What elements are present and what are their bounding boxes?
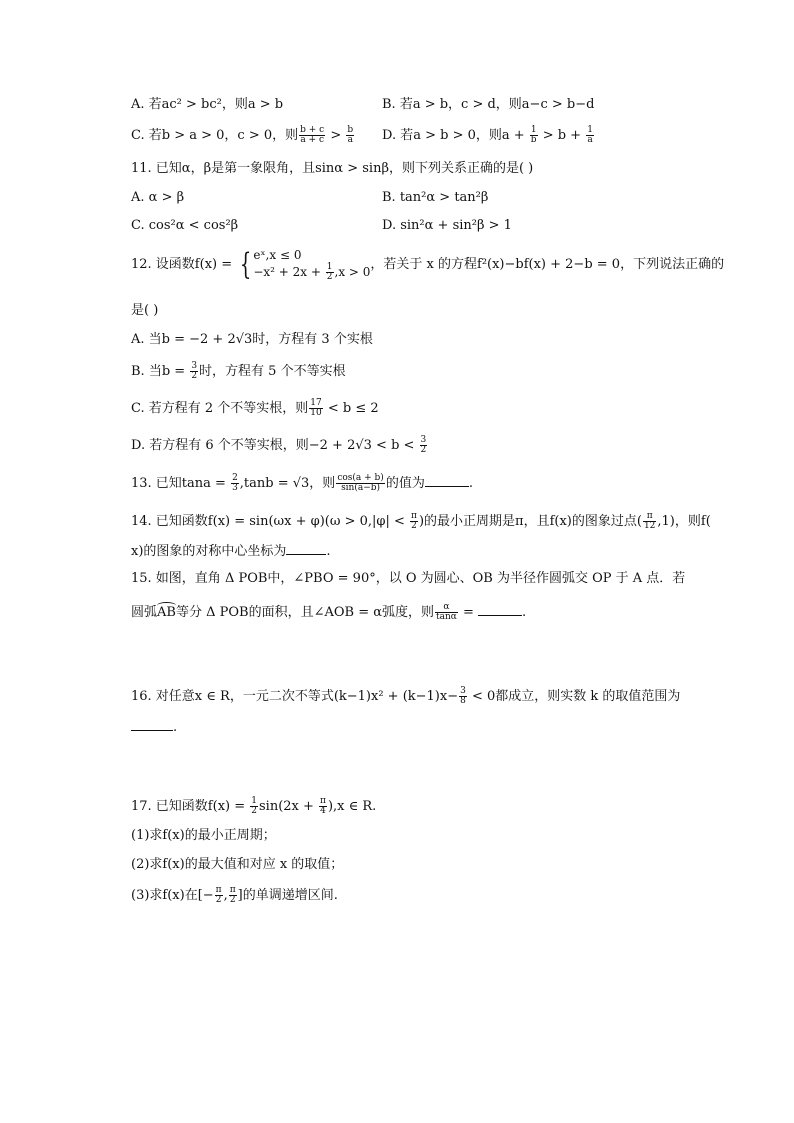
- q12-option-a: A. 当b = −2 + 2√3时，方程有 3 个实根: [131, 332, 373, 347]
- q11-stem: 11. 已知α，β是第一象限角，且sinα > sinβ，则下列关系正确的是( ): [131, 161, 534, 176]
- q17-part2: (2)求f(x)的最大值和对应 x 的取值；: [131, 857, 344, 872]
- fraction: $\frac{3}{2}$: [191, 361, 198, 381]
- q12-stem-cont: 是( ): [131, 303, 159, 318]
- fraction: $\frac{\alpha}{\tan\alpha}$: [436, 602, 457, 622]
- fraction: $\frac{1}{b}$: [530, 125, 537, 145]
- fraction: $\frac{\pi}{12}$: [643, 511, 656, 531]
- fraction: $\frac{3}{8}$: [460, 686, 466, 706]
- answer-blank: [286, 553, 326, 555]
- fraction: $\frac{17}{10}$: [310, 398, 322, 418]
- fraction: $\frac{\pi}{4}$: [320, 796, 326, 816]
- q15-stem: 15. 如图，直角 Δ POB中，∠PBO = 90°，以 O 为圆心、OB 为半径作圆弧交 OP 于 A 点．若: [131, 571, 686, 586]
- q10-option-b: B. 若a > b，c > d，则a−c > b−d: [382, 97, 595, 112]
- fraction: $\frac{1}{2}$: [251, 796, 257, 816]
- q13-stem: 13. 已知tana = $\frac{2}{3}$ ,tanb = √3，则 $\frac{\cos(a + b)}{\sin(a-b)}$ 的值为 .: [131, 473, 473, 493]
- fraction: $\frac{1}{2}$: [326, 261, 333, 282]
- fraction: $\frac{\pi}{2}$: [411, 511, 417, 531]
- fraction: $\frac{b + c}{a + c}$: [300, 125, 325, 145]
- q14-stem-cont: x)的图象的对称中心坐标为 .: [131, 544, 331, 559]
- q17-part3: (3)求f(x)在[− $\frac{\pi}{2}$ , $\frac{\pi}{2}$ ]的单调递增区间.: [131, 885, 338, 905]
- fraction: $\frac{2}{3}$: [232, 473, 238, 493]
- fraction: $\frac{3}{2}$: [420, 435, 427, 455]
- fraction: $\frac{b}{a}$: [347, 125, 354, 145]
- q15-stem-cont: 圆弧AB等分 Δ POB的面积，且∠AOB = α弧度，则 $\frac{\alpha}{\tan\alpha}$ = .: [131, 602, 527, 622]
- q17-stem: 17. 已知函数f(x) = $\frac{1}{2}$ sin(2x + $\frac{\pi}{4}$ ),x ∈ R.: [131, 796, 377, 816]
- q12-option-c: C. 若方程有 2 个不等实根，则 $\frac{17}{10}$ < b ≤ 2: [131, 398, 379, 418]
- q11-option-a: A. α > β: [131, 190, 185, 205]
- fraction: $\frac{\pi}{2}$: [215, 885, 222, 905]
- fraction: $\frac{\cos(a + b)}{\sin(a-b)}$: [337, 473, 384, 493]
- q12-stem: 12. 设函数f(x) = { eˣ,x ≤ 0 −x² + 2x + $\frac{1}{2}$ ,x > 0 ，若关于 x 的方程f²(x)−bf(x) + 2−b = 0，下列说法正确的: [131, 246, 725, 282]
- q11-option-b: B. tan²α > tan²β: [382, 190, 489, 205]
- q11-option-c: C. cos²α < cos²β: [131, 218, 239, 233]
- q11-option-d: D. sin²α + sin²β > 1: [382, 218, 512, 233]
- q12-option-b: B. 当b = $\frac{3}{2}$ 时，方程有 5 个不等实根: [131, 361, 346, 381]
- q16-stem: 16. 对任意x ∈ R，一元二次不等式(k−1)x² + (k−1)x− $\frac{3}{8}$ < 0都成立，则实数 k 的取值范围为: [131, 686, 681, 706]
- q16-stem-cont: .: [131, 720, 177, 736]
- q12-option-d: D. 若方程有 6 个不等实根，则−2 + 2√3 < b < $\frac{3}{2}$: [131, 435, 427, 455]
- q10-option-d: D. 若a > b > 0，则a + $\frac{1}{b}$ > b + $\frac{1}{a}$: [382, 125, 593, 145]
- answer-blank: [478, 614, 522, 616]
- piecewise-cases: eˣ,x ≤ 0 −x² + 2x + $\frac{1}{2}$ ,x > 0: [253, 247, 371, 282]
- answer-blank: [131, 729, 173, 731]
- q10-option-a: A. 若ac² > bc²，则a > b: [131, 97, 284, 112]
- fraction: $\frac{\pi}{2}$: [229, 885, 236, 905]
- q14-stem: 14. 已知函数f(x) = sin(ωx + φ)(ω > 0,|φ| < $\frac{\pi}{2}$ )的最小正周期是π，且f(x)的图象过点( $\frac{\pi}{12}$ ,1)，则f(: [131, 511, 711, 531]
- q17-part1: (1)求f(x)的最小正周期；: [131, 828, 276, 843]
- answer-blank: [425, 485, 469, 487]
- arc-ab: AB: [157, 605, 176, 620]
- piecewise-brace: {: [240, 246, 252, 282]
- fraction: $\frac{1}{a}$: [587, 125, 593, 145]
- q10-option-c: C. 若b > a > 0，c > 0，则 $\frac{b + c}{a + c}$ > $\frac{b}{a}$: [131, 125, 354, 145]
